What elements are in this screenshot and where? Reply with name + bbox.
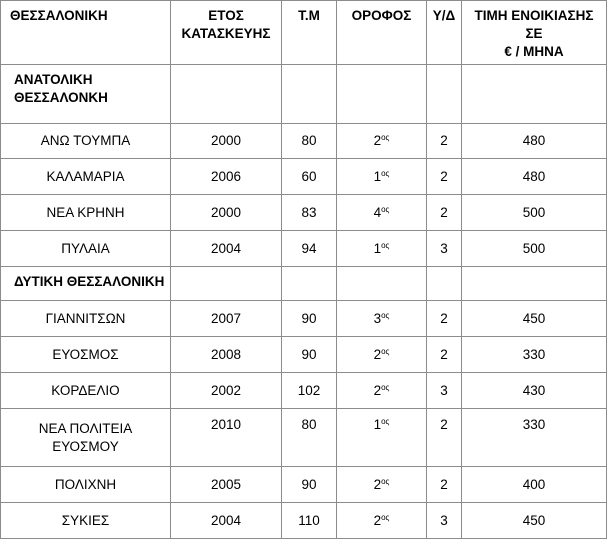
cell-year: 2007 [171,301,282,337]
cell-area: ΝΕΑ ΚΡΗΝΗ [1,195,171,231]
cell-year: 2004 [171,231,282,267]
cell-floor: $2^{o\varsigma}$ [337,124,427,159]
cell-rooms: 2 [427,124,462,159]
cell-floor: $3^{o\varsigma}$ [337,301,427,337]
cell-rooms: 2 [427,337,462,373]
cell-year: 2000 [171,195,282,231]
cell-sqm: 90 [282,337,337,373]
table-row [1,124,607,159]
header-sqm: Τ.Μ [282,1,337,65]
cell-rent: 500 [462,231,607,267]
table-row [1,301,607,337]
table-row [1,231,607,267]
cell-sqm: 60 [282,159,337,195]
cell-year: 2006 [171,159,282,195]
cell-area: ΣΥΚΙΕΣ [1,503,171,539]
header-rooms: Υ/Δ [427,1,462,65]
region-row-east [1,65,607,124]
cell-floor: $2^{o\varsigma}$ [337,467,427,503]
cell-sqm: 80 [282,124,337,159]
cell-area: ΚΑΛΑΜΑΡΙΑ [1,159,171,195]
table-row [1,467,607,503]
cell-rooms: 2 [427,301,462,337]
region-label-east: ΑΝΑΤΟΛΙΚΗ ΘΕΣΣΑΛΟΝΚΗ [1,65,171,124]
cell-year: 2004 [171,503,282,539]
cell-floor: $2^{o\varsigma}$ [337,373,427,409]
cell-year: 2010 [171,409,282,467]
cell-rent: 430 [462,373,607,409]
table-row [1,337,607,373]
table-row [1,373,607,409]
cell-area: ΠΥΛΑΙΑ [1,231,171,267]
cell-rent: 450 [462,503,607,539]
cell-area: ΕΥΟΣΜΟΣ [1,337,171,373]
header-year: ΕΤΟΣ ΚΑΤΑΣΚΕΥΗΣ [171,1,282,65]
cell-sqm: 94 [282,231,337,267]
cell-floor: $1^{o\varsigma}$ [337,409,427,467]
cell-rooms: 2 [427,409,462,467]
header-row [1,1,607,65]
header-floor: ΟΡΟΦΟΣ [337,1,427,65]
region-row-west [1,267,607,301]
cell-floor: $2^{o\varsigma}$ [337,503,427,539]
cell-floor: $1^{o\varsigma}$ [337,231,427,267]
header-area: ΘΕΣΣΑΛΟΝΙΚΗ [1,1,171,65]
cell-sqm: 90 [282,467,337,503]
cell-floor: $2^{o\varsigma}$ [337,337,427,373]
cell-rent: 480 [462,124,607,159]
cell-area: ΚΟΡΔΕΛΙΟ [1,373,171,409]
table-row [1,409,607,467]
cell-rent: 400 [462,467,607,503]
cell-rent: 330 [462,337,607,373]
cell-floor: $1^{o\varsigma}$ [337,159,427,195]
cell-sqm: 102 [282,373,337,409]
cell-sqm: 83 [282,195,337,231]
cell-sqm: 90 [282,301,337,337]
cell-area: ΑΝΩ ΤΟΥΜΠΑ [1,124,171,159]
cell-rooms: 2 [427,159,462,195]
cell-floor: $4^{o\varsigma}$ [337,195,427,231]
cell-rooms: 3 [427,231,462,267]
cell-year: 2002 [171,373,282,409]
cell-year: 2000 [171,124,282,159]
cell-rent: 450 [462,301,607,337]
cell-sqm: 110 [282,503,337,539]
table-row [1,195,607,231]
cell-rooms: 3 [427,503,462,539]
cell-rent: 500 [462,195,607,231]
cell-area: ΝΕΑ ΠΟΛΙΤΕΙΑ ΕΥΟΣΜΟΥ [1,409,171,467]
cell-year: 2008 [171,337,282,373]
cell-rooms: 2 [427,467,462,503]
cell-year: 2005 [171,467,282,503]
cell-sqm: 80 [282,409,337,467]
cell-area: ΠΟΛΙΧΝΗ [1,467,171,503]
cell-rent: 330 [462,409,607,467]
cell-rent: 480 [462,159,607,195]
table-row [1,503,607,539]
table-row [1,159,607,195]
cell-area: ΓΙΑΝΝΙΤΣΩΝ [1,301,171,337]
cell-rooms: 3 [427,373,462,409]
region-label-west: ΔΥΤΙΚΗ ΘΕΣΣΑΛΟΝΙΚΗ [1,267,171,301]
cell-rooms: 2 [427,195,462,231]
header-rent: ΤΙΜΗ ΕΝΟΙΚΙΑΣΗΣ ΣΕ € / ΜΗΝΑ [462,1,607,65]
